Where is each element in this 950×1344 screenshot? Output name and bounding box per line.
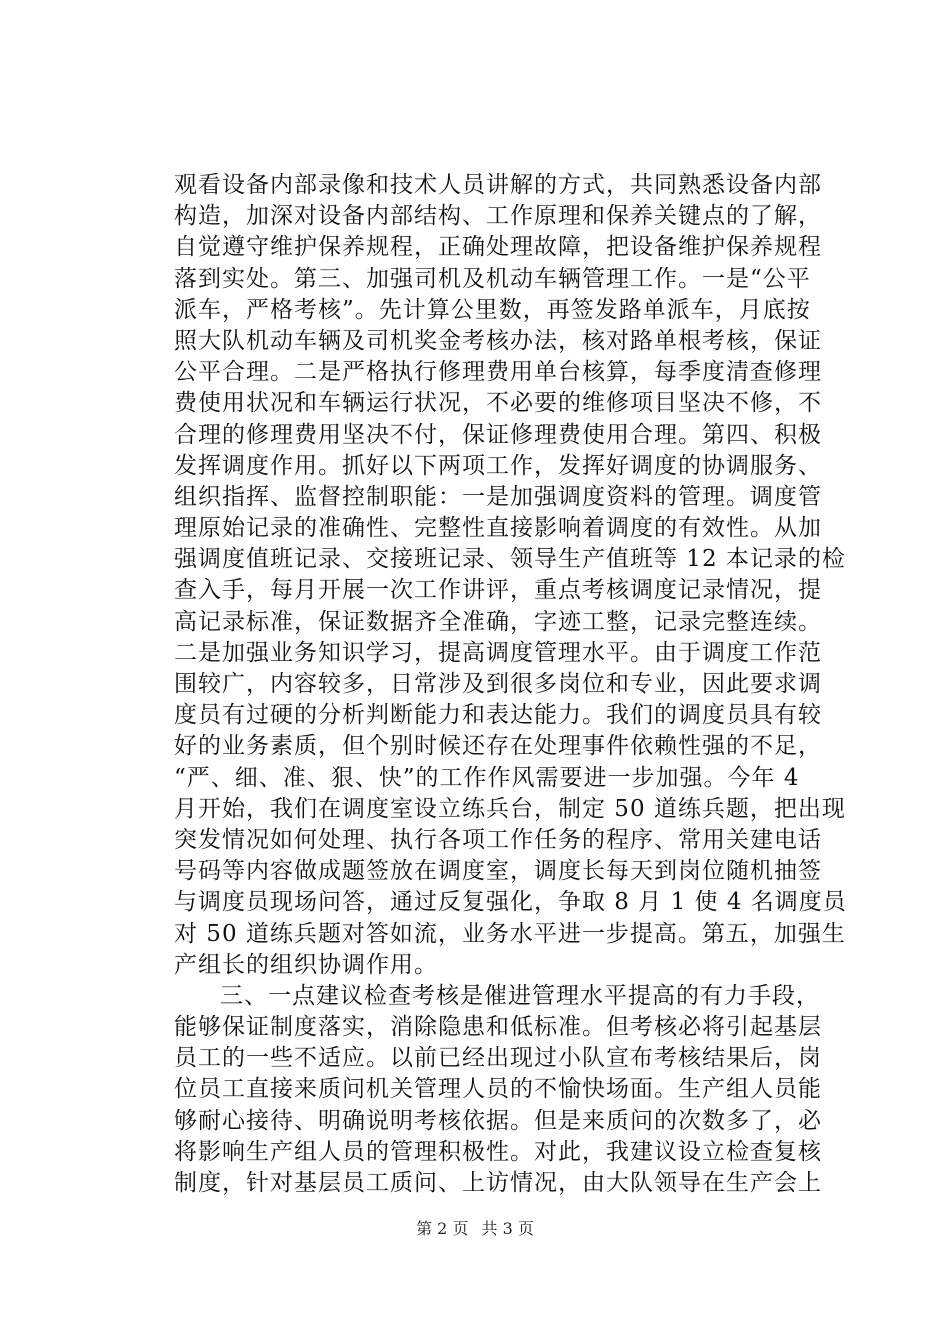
text-line: 公平合理。二是严格执行修理费用单台核算，每季度清查修理 bbox=[174, 359, 822, 386]
text-line: 够耐心接待、明确说明考核依据。但是来质问的次数多了，必 bbox=[174, 1107, 822, 1134]
page-number: 第 2 页 bbox=[416, 1219, 469, 1238]
text-line: 落到实处。第三、加强司机及机动车辆管理工作。一是“公平 bbox=[174, 265, 811, 292]
text-line: 强调度值班记录、交接班记录、领导生产值班等 12 本记录的检 bbox=[174, 546, 846, 573]
text-line: 费使用状况和车辆运行状况，不必要的维修项目坚决不修，不 bbox=[174, 390, 822, 417]
text-line: 与调度员现场问答，通过反复强化，争取 8 月 1 使 4 名调度员 bbox=[174, 889, 847, 916]
text-line: 观看设备内部录像和技术人员讲解的方式，共同熟悉设备内部 bbox=[174, 172, 822, 198]
paragraph-start-line: 三、一点建议检查考核是催进管理水平提高的有力手段， bbox=[220, 982, 820, 1009]
document-body bbox=[174, 170, 847, 1199]
text-line: 自觉遵守维护保养规程，正确处理故障，把设备维护保养规程 bbox=[174, 234, 822, 261]
text-line: 合理的修理费用坚决不付，保证修理费使用合理。第四、积极 bbox=[174, 421, 822, 448]
text-line: 月开始，我们在调度室设立练兵台，制定 50 道练兵题，把出现 bbox=[174, 795, 846, 822]
page-footer bbox=[0, 1219, 950, 1239]
text-line: 围较广，内容较多，日常涉及到很多岗位和专业，因此要求调 bbox=[174, 671, 822, 697]
text-line: 位员工直接来质问机关管理人员的不愉快场面。生产组人员能 bbox=[174, 1076, 822, 1103]
text-line: 高记录标准，保证数据齐全准确，字迹工整，记录完整连续。 bbox=[174, 608, 822, 635]
text-line: 能够保证制度落实，消除隐患和低标准。但考核必将引起基层 bbox=[174, 1014, 822, 1041]
text-line: 员工的一些不适应。以前已经出现过小队宣布考核结果后，岗 bbox=[174, 1045, 822, 1072]
text-line: 度员有过硬的分析判断能力和表达能力。我们的调度员具有较 bbox=[174, 702, 822, 729]
text-line: 对 50 道练兵题对答如流，业务水平进一步提高。第五，加强生 bbox=[174, 920, 846, 947]
text-line: 制度，针对基层员工质问、上访情况，由大队领导在生产会上 bbox=[174, 1170, 822, 1196]
text-line: 照大队机动车辆及司机奖金考核办法，核对路单根考核，保证 bbox=[174, 327, 822, 354]
text-line: 发挥调度作用。抓好以下两项工作，发挥好调度的协调服务、 bbox=[174, 452, 822, 479]
text-line: 派车，严格考核”。先计算公里数，再签发路单派车，月底按 bbox=[174, 296, 811, 323]
paragraph-end-line: 产组长的组织协调作用。 bbox=[174, 951, 438, 978]
text-line: 将影响生产组人员的管理积极性。对此，我建议设立检查复核 bbox=[174, 1138, 822, 1165]
text-line: 构造，加深对设备内部结构、工作原理和保养关键点的了解， bbox=[174, 203, 822, 230]
text-line: 突发情况如何处理、执行各项工作任务的程序、常用关建电话 bbox=[174, 826, 822, 853]
text-line: 号码等内容做成题签放在调度室，调度长每天到岗位随机抽签 bbox=[174, 858, 822, 885]
page-total: 共 3 页 bbox=[481, 1219, 534, 1238]
text-line: 理原始记录的准确性、完整性直接影响着调度的有效性。从加 bbox=[174, 515, 822, 542]
text-line: 组织指挥、监督控制职能：一是加强调度资料的管理。调度管 bbox=[174, 483, 822, 510]
text-line: 好的业务素质，但个别时候还存在处理事件依赖性强的不足， bbox=[174, 733, 822, 760]
text-line: “严、细、准、狠、快”的工作作风需要进一步加强。今年 4 bbox=[174, 764, 800, 791]
text-line: 二是加强业务知识学习，提高调度管理水平。由于调度工作范 bbox=[174, 639, 822, 666]
text-line: 查入手，每月开展一次工作讲评，重点考核调度记录情况，提 bbox=[174, 577, 822, 604]
